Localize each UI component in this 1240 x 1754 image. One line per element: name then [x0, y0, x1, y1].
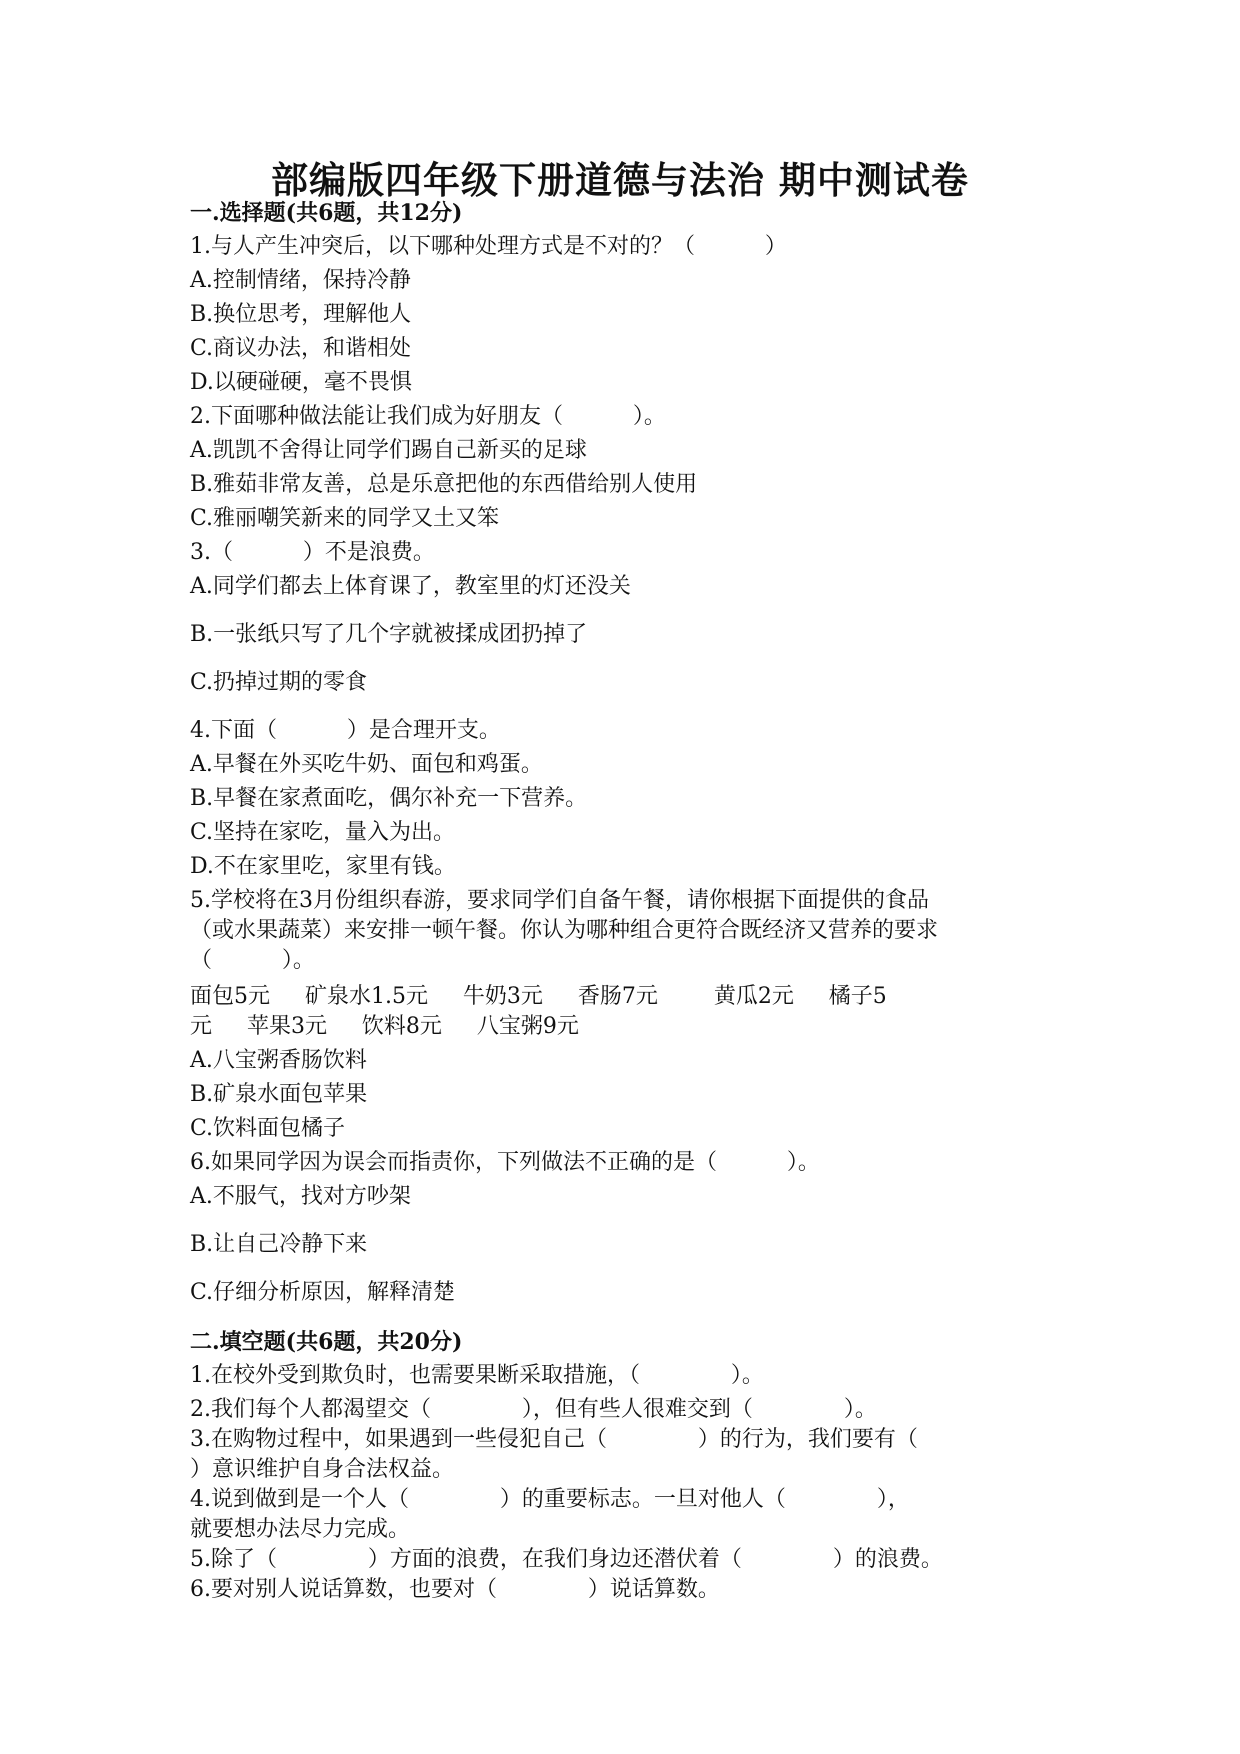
fill-question: 4.说到做到是一个人（ ）的重要标志。一旦对他人（ ），: [190, 1487, 910, 1512]
question: 1.与人产生冲突后，以下哪种处理方式是不对的？（ ）: [190, 234, 787, 259]
question: 6.如果同学因为误会而指责你，下列做法不正确的是（ ）。: [190, 1150, 820, 1175]
option: D.以硬碰硬，毫不畏惧: [190, 370, 412, 395]
option: C.仔细分析原因，解释清楚: [190, 1280, 456, 1305]
option: B.换位思考，理解他人: [190, 302, 412, 327]
option: C.饮料面包橘子: [190, 1116, 346, 1141]
option: B.早餐在家煮面吃，偶尔补充一下营养。: [190, 786, 588, 811]
option: B.矿泉水面包苹果: [190, 1082, 368, 1107]
question: （ ）。: [190, 948, 315, 973]
fill-question: 1.在校外受到欺负时，也需要果断采取措施，（ ）。: [190, 1363, 764, 1388]
option: A.同学们都去上体育课了，教室里的灯还没关: [190, 574, 631, 599]
option: B.一张纸只写了几个字就被揉成团扔掉了: [190, 622, 588, 647]
food-price-list: 元 苹果3元 饮料8元 八宝粥9元: [190, 1014, 579, 1039]
option: B.让自己冷静下来: [190, 1232, 368, 1257]
option: A.早餐在外买吃牛奶、面包和鸡蛋。: [190, 752, 543, 777]
fill-question: ）意识维护自身合法权益。: [190, 1457, 455, 1482]
fill-question: 2.我们每个人都渴望交（ ），但有些人很难交到（ ）。: [190, 1397, 877, 1422]
food-price-list: 面包5元 矿泉水1.5元 牛奶3元 香肠7元 黄瓜2元 橘子5: [190, 984, 887, 1009]
option: C.扔掉过期的零食: [190, 670, 368, 695]
section-heading: 二.填空题(共6题，共20分): [190, 1329, 463, 1355]
question: 3.（ ）不是浪费。: [190, 540, 435, 565]
section-heading: 一.选择题(共6题，共12分): [190, 200, 463, 226]
question: 5.学校将在3月份组织春游，要求同学们自备午餐，请你根据下面提供的食品: [190, 888, 929, 913]
fill-question: 就要想办法尽力完成。: [190, 1517, 411, 1542]
option: A.八宝粥香肠饮料: [190, 1048, 367, 1073]
fill-question: 3.在购物过程中，如果遇到一些侵犯自己（ ）的行为，我们要有（: [190, 1427, 918, 1452]
question: 2.下面哪种做法能让我们成为好朋友（ ）。: [190, 404, 666, 429]
fill-question: 6.要对别人说话算数，也要对（ ）说话算数。: [190, 1577, 720, 1602]
question: （或水果蔬菜）来安排一顿午餐。你认为哪种组合更符合既经济又营养的要求: [190, 918, 939, 943]
fill-question: 5.除了（ ）方面的浪费，在我们身边还潜伏着（ ）的浪费。: [190, 1547, 943, 1572]
option: C.雅丽嘲笑新来的同学又土又笨: [190, 506, 500, 531]
option: A.凯凯不舍得让同学们踢自己新买的足球: [190, 438, 587, 463]
option: B.雅茹非常友善，总是乐意把他的东西借给别人使用: [190, 472, 698, 497]
page-title: 部编版四年级下册道德与法治 期中测试卷: [271, 158, 969, 202]
option: C.坚持在家吃，量入为出。: [190, 820, 456, 845]
option: A.不服气，找对方吵架: [190, 1184, 411, 1209]
question: 4.下面（ ）是合理开支。: [190, 718, 501, 743]
option: C.商议办法，和谐相处: [190, 336, 412, 361]
option: D.不在家里吃，家里有钱。: [190, 854, 456, 879]
option: A.控制情绪，保持冷静: [190, 268, 411, 293]
